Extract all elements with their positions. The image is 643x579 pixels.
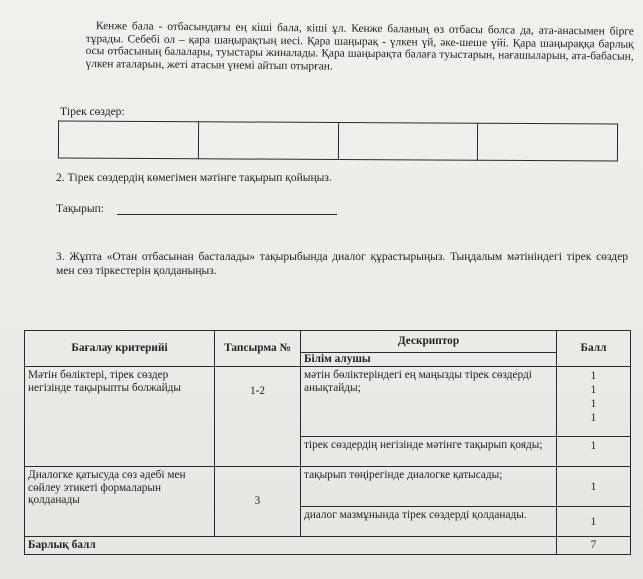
paragraph-line: атасын үнемі айтып отырған. (190, 58, 333, 73)
task-number-cell: 1-2 (215, 367, 301, 467)
descriptor-cell: диалог мазмұнында тірек сөздерді қолданады. (301, 507, 557, 537)
score-cell (557, 437, 631, 467)
paragraph-line: әке-шеше үйі. Қара шаңыраққа барлық осы отбасының балалары, туыстары жиналады. (85, 36, 634, 60)
title-answer-line[interactable] (117, 214, 337, 215)
keyword-cell[interactable] (338, 123, 478, 161)
paragraph-line: Қара шаңырақта балаға туыстарын, нағашыларын, ата-бабасын, үлкен аталарын, жеті (85, 47, 634, 71)
question-2: 2. Тірек сөздердің көмегімен мәтінге тақырып қойыңыз. (56, 172, 332, 184)
total-score: 7 (557, 537, 631, 555)
criteria-header: Бағалау критерийі (25, 331, 215, 367)
descriptor-cell: тірек сөздердің негізінде мәтінге тақырып қояды; (301, 437, 557, 467)
score-value: 1 (590, 440, 597, 452)
student-subheader: Білім алушы (301, 353, 557, 367)
task-header: Тапсырма № (215, 331, 301, 367)
paragraph-line: ата-анасымен бірге тұрады. Себебі ол – қара шаңырақтың иесі. Қара шаңырақ - үлкен үй, (85, 24, 634, 49)
score-value: 1 (590, 384, 597, 396)
keyword-cell[interactable] (198, 122, 338, 160)
keyword-cell[interactable] (58, 121, 198, 159)
rubric-table (24, 330, 631, 555)
total-label: Барлық балл (25, 537, 557, 555)
keywords-label: Тірек сөздер: (60, 106, 125, 118)
score-value: 1 (590, 515, 597, 528)
title-label: Тақырып: (56, 203, 104, 215)
question-3: 3. Жұпта «Отан отбасынан басталады» тақырыбында диалог құрастырыңыз. Тыңдалым мәтініндегі тірек сөздер мен сөз тіркестерін қолданыңыз. (56, 251, 628, 277)
score-header: Балл (557, 331, 631, 367)
score-value: 1 (590, 370, 597, 382)
story-paragraph (85, 20, 633, 76)
score-cell (557, 367, 631, 437)
score-cell (557, 467, 631, 507)
criteria-cell: Диалогке қатысуда сөз әдебі мен сөйлеу этикеті формаларын қолданады (25, 467, 215, 537)
paragraph-line: Кенже бала - отбасындағы ең кіші бала, кіші ұл. Кенже баланың өз отбасы болса да, (95, 20, 534, 37)
criteria-cell: Мәтін бөліктері, тірек сөздер негізінде тақырыпты болжайды (25, 367, 215, 467)
score-value: 1 (590, 412, 597, 424)
keyword-cell[interactable] (478, 123, 618, 161)
task-number-cell: 3 (215, 467, 301, 537)
score-cell (557, 507, 631, 537)
descriptor-cell: тақырып төңірегінде диалогке қатысады; (301, 467, 557, 507)
keywords-table (58, 121, 618, 162)
descriptor-header: Дескриптор (301, 331, 557, 353)
score-value: 1 (590, 480, 597, 493)
score-value: 1 (590, 398, 597, 410)
descriptor-cell: мәтін бөліктеріндегі ең маңызды тірек сөздерді анықтайды; (301, 367, 557, 437)
